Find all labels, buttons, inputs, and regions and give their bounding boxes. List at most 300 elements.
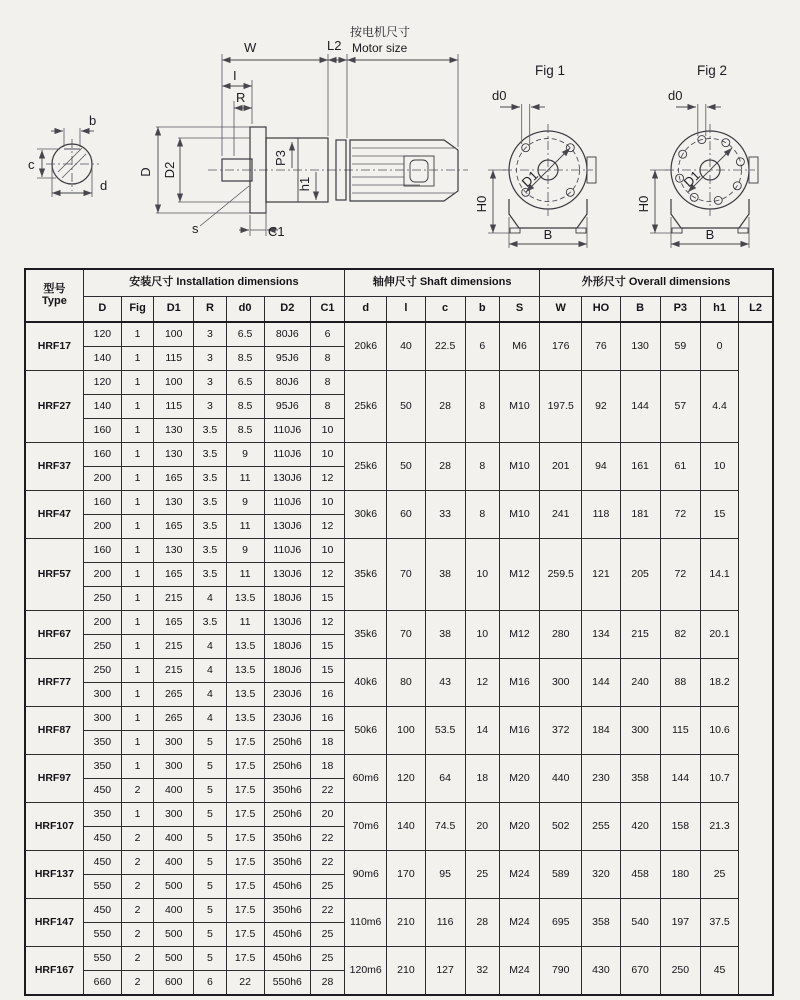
cell-C1: 15 (310, 659, 344, 683)
cell-R: 5 (194, 947, 226, 971)
cell-P3: 59 (660, 322, 700, 371)
cell-D2: 350h6 (264, 899, 310, 923)
cell-W: 259.5 (540, 539, 582, 611)
cell-D: 120 (83, 322, 121, 347)
fig1-dim-label-b: B (543, 227, 553, 242)
cell-D: 350 (83, 755, 121, 779)
cell-D2: 130J6 (264, 515, 310, 539)
cell-R: 4 (194, 587, 226, 611)
cell-c: 28 (425, 443, 465, 491)
cell-R: 5 (194, 803, 226, 827)
cell-R: 5 (194, 923, 226, 947)
dim-label-c1: C1 (268, 224, 285, 239)
cell-D1: 165 (154, 515, 194, 539)
cell-Fig: 1 (121, 491, 153, 515)
cell-b: 28 (465, 899, 499, 947)
gearmotor-side-view (138, 24, 468, 239)
cell-b: 6 (465, 322, 499, 371)
cell-Fig: 1 (121, 683, 153, 707)
cell-D1: 215 (154, 587, 194, 611)
cell-R: 3 (194, 395, 226, 419)
cell-h1: 10.6 (700, 707, 738, 755)
motor-size-label-zh: 按电机尺寸 (350, 25, 411, 39)
cell-d: 70m6 (345, 803, 387, 851)
cell-D: 450 (83, 851, 121, 875)
cell-b: 8 (465, 491, 499, 539)
row-type-HRF87: HRF87 (25, 707, 83, 755)
cell-R: 3.5 (194, 443, 226, 467)
cell-D: 300 (83, 683, 121, 707)
cell-D: 350 (83, 731, 121, 755)
cell-l: 70 (387, 611, 425, 659)
cell-P3: 57 (660, 371, 700, 443)
cell-W: 197.5 (540, 371, 582, 443)
fig2-front-view (636, 63, 758, 248)
col-header-d: d (345, 297, 387, 323)
row-type-HRF77: HRF77 (25, 659, 83, 707)
cell-l: 120 (387, 755, 425, 803)
cell-D2: 110J6 (264, 419, 310, 443)
cell-D2: 80J6 (264, 371, 310, 395)
cell-h1: 0 (700, 322, 738, 371)
cell-Fig: 1 (121, 347, 153, 371)
cell-d: 35k6 (345, 539, 387, 611)
cell-D: 140 (83, 395, 121, 419)
cell-d0: 11 (226, 563, 264, 587)
cell-C1: 16 (310, 683, 344, 707)
cell-b: 32 (465, 947, 499, 996)
cell-h1: 10.7 (700, 755, 738, 803)
cell-C1: 22 (310, 827, 344, 851)
cell-D2: 350h6 (264, 779, 310, 803)
cell-D1: 400 (154, 851, 194, 875)
cell-Fig: 1 (121, 587, 153, 611)
cell-HO: 144 (582, 659, 620, 707)
dim-label-b: b (89, 113, 97, 128)
cell-l: 170 (387, 851, 425, 899)
cell-C1: 18 (310, 755, 344, 779)
cell-R: 5 (194, 827, 226, 851)
cell-Fig: 1 (121, 395, 153, 419)
cell-c: 38 (425, 539, 465, 611)
cell-C1: 22 (310, 779, 344, 803)
cell-D: 450 (83, 779, 121, 803)
cell-HO: 92 (582, 371, 620, 443)
dim-label-d: d (100, 178, 108, 193)
cell-D2: 250h6 (264, 731, 310, 755)
table-row (25, 443, 773, 467)
cell-P3: 88 (660, 659, 700, 707)
col-header-h1: h1 (700, 297, 738, 323)
cell-D2: 450h6 (264, 947, 310, 971)
dim-label-l2: L2 (327, 38, 342, 53)
cell-R: 3.5 (194, 563, 226, 587)
cell-R: 4 (194, 635, 226, 659)
table-row (25, 611, 773, 635)
cell-Fig: 1 (121, 322, 153, 347)
cell-d0: 11 (226, 611, 264, 635)
cell-R: 6 (194, 971, 226, 996)
dim-label-r: R (236, 90, 246, 105)
cell-S: M24 (499, 851, 539, 899)
cell-W: 280 (540, 611, 582, 659)
cell-R: 5 (194, 899, 226, 923)
cell-D1: 500 (154, 923, 194, 947)
dimensions-table (24, 268, 774, 996)
cell-HO: 118 (582, 491, 620, 539)
cell-b: 12 (465, 659, 499, 707)
cell-d: 50k6 (345, 707, 387, 755)
cell-D: 550 (83, 947, 121, 971)
shaft-header-en: Shaft dimensions (419, 276, 512, 289)
cell-B: 215 (620, 611, 660, 659)
cell-Fig: 1 (121, 659, 153, 683)
cell-l: 40 (387, 322, 425, 371)
cell-D2: 130J6 (264, 467, 310, 491)
type-header-zh: 型号 (43, 282, 66, 295)
cell-d: 25k6 (345, 371, 387, 443)
dim-label-h1: h1 (297, 176, 312, 192)
col-header-b: b (465, 297, 499, 323)
cell-W: 440 (540, 755, 582, 803)
cell-h1: 15 (700, 491, 738, 539)
cell-S: M24 (499, 899, 539, 947)
cell-h1: 4.4 (700, 371, 738, 443)
cell-HO: 320 (582, 851, 620, 899)
cell-S: M20 (499, 755, 539, 803)
cell-h1: 21.3 (700, 803, 738, 851)
row-type-HRF97: HRF97 (25, 755, 83, 803)
cell-S: M10 (499, 491, 539, 539)
cell-D: 550 (83, 923, 121, 947)
cell-d0: 9 (226, 443, 264, 467)
cell-D1: 115 (154, 395, 194, 419)
table-row (25, 851, 773, 875)
cell-c: 28 (425, 371, 465, 443)
cell-R: 5 (194, 755, 226, 779)
cell-S: M10 (499, 443, 539, 491)
cell-B: 130 (620, 322, 660, 371)
fig2-dim-label-d0: d0 (668, 88, 683, 103)
cell-D2: 130J6 (264, 611, 310, 635)
cell-d: 110m6 (345, 899, 387, 947)
cell-P3: 72 (660, 491, 700, 539)
cell-D2: 180J6 (264, 635, 310, 659)
cell-B: 670 (620, 947, 660, 996)
cell-c: 127 (425, 947, 465, 996)
cell-C1: 10 (310, 419, 344, 443)
col-header-C1: C1 (310, 297, 344, 323)
cell-R: 3.5 (194, 419, 226, 443)
cell-B: 240 (620, 659, 660, 707)
cell-d: 20k6 (345, 322, 387, 371)
cell-h1: 20.1 (700, 611, 738, 659)
row-type-HRF67: HRF67 (25, 611, 83, 659)
cell-D: 250 (83, 635, 121, 659)
row-type-HRF37: HRF37 (25, 443, 83, 491)
cell-D2: 550h6 (264, 971, 310, 996)
cell-d: 60m6 (345, 755, 387, 803)
cell-h1: 37.5 (700, 899, 738, 947)
cell-HO: 134 (582, 611, 620, 659)
cell-C1: 10 (310, 491, 344, 515)
cell-d: 90m6 (345, 851, 387, 899)
cell-d0: 13.5 (226, 635, 264, 659)
cell-D1: 130 (154, 443, 194, 467)
fig2-title: Fig 2 (696, 63, 728, 78)
cell-d: 25k6 (345, 443, 387, 491)
cell-D2: 250h6 (264, 755, 310, 779)
cell-Fig: 1 (121, 611, 153, 635)
cell-R: 4 (194, 659, 226, 683)
fig2-dim-label-h0: H0 (636, 195, 651, 213)
cell-D1: 400 (154, 827, 194, 851)
cell-R: 4 (194, 683, 226, 707)
cell-S: M12 (499, 611, 539, 659)
cell-HO: 230 (582, 755, 620, 803)
cell-Fig: 1 (121, 515, 153, 539)
cell-R: 3.5 (194, 515, 226, 539)
cell-C1: 12 (310, 563, 344, 587)
col-header-W: W (540, 297, 582, 323)
cell-C1: 22 (310, 899, 344, 923)
cell-d0: 17.5 (226, 731, 264, 755)
cell-Fig: 1 (121, 563, 153, 587)
cell-R: 3.5 (194, 467, 226, 491)
cell-D1: 100 (154, 322, 194, 347)
cell-c: 38 (425, 611, 465, 659)
table-row (25, 322, 773, 347)
fig1-dim-label-d0: d0 (492, 88, 507, 103)
cell-D1: 115 (154, 347, 194, 371)
cell-b: 10 (465, 539, 499, 611)
technical-drawing (0, 0, 800, 266)
cell-d0: 17.5 (226, 947, 264, 971)
cell-d0: 6.5 (226, 371, 264, 395)
cell-D1: 500 (154, 875, 194, 899)
dim-label-i: I (233, 68, 237, 83)
cell-R: 3.5 (194, 491, 226, 515)
row-type-HRF137: HRF137 (25, 851, 83, 899)
fig1-dim-label-d1: D1 (518, 167, 542, 190)
cell-h1: 14.1 (700, 539, 738, 611)
cell-S: M16 (499, 659, 539, 707)
cell-d0: 9 (226, 491, 264, 515)
cell-D: 200 (83, 611, 121, 635)
cell-D: 550 (83, 875, 121, 899)
shaft-group-header (345, 269, 540, 297)
col-header-HO: HO (582, 297, 620, 323)
cell-P3: 72 (660, 539, 700, 611)
cell-D1: 400 (154, 899, 194, 923)
cell-d0: 17.5 (226, 803, 264, 827)
table-row (25, 803, 773, 827)
cell-Fig: 2 (121, 947, 153, 971)
cell-C1: 25 (310, 875, 344, 899)
cell-d0: 8.5 (226, 347, 264, 371)
cell-D1: 100 (154, 371, 194, 395)
cell-Fig: 2 (121, 851, 153, 875)
cell-D2: 230J6 (264, 707, 310, 731)
cell-Fig: 2 (121, 779, 153, 803)
cell-B: 181 (620, 491, 660, 539)
cell-Fig: 2 (121, 971, 153, 996)
cell-P3: 158 (660, 803, 700, 851)
shaft-cross-section (28, 113, 107, 197)
table-row (25, 491, 773, 515)
cell-D: 450 (83, 899, 121, 923)
cell-c: 116 (425, 899, 465, 947)
cell-d0: 8.5 (226, 419, 264, 443)
cell-d0: 13.5 (226, 587, 264, 611)
table-row (25, 659, 773, 683)
cell-P3: 82 (660, 611, 700, 659)
cell-R: 3.5 (194, 539, 226, 563)
cell-b: 25 (465, 851, 499, 899)
cell-R: 5 (194, 875, 226, 899)
cell-d0: 11 (226, 467, 264, 491)
cell-D1: 500 (154, 947, 194, 971)
cell-D: 160 (83, 443, 121, 467)
cell-D: 160 (83, 491, 121, 515)
cell-P3: 144 (660, 755, 700, 803)
cell-R: 5 (194, 851, 226, 875)
cell-b: 10 (465, 611, 499, 659)
cell-P3: 180 (660, 851, 700, 899)
installation-header-zh: 安装尺寸 (129, 276, 174, 289)
cell-D2: 230J6 (264, 683, 310, 707)
col-header-S: S (499, 297, 539, 323)
cell-d: 120m6 (345, 947, 387, 996)
cell-W: 241 (540, 491, 582, 539)
cell-d0: 6.5 (226, 322, 264, 347)
type-header-en: Type (41, 294, 67, 307)
cell-C1: 12 (310, 611, 344, 635)
table-row (25, 707, 773, 731)
cell-W: 201 (540, 443, 582, 491)
cell-B: 358 (620, 755, 660, 803)
cell-b: 20 (465, 803, 499, 851)
row-type-HRF147: HRF147 (25, 899, 83, 947)
cell-D2: 180J6 (264, 587, 310, 611)
col-header-P3: P3 (660, 297, 700, 323)
cell-D1: 130 (154, 419, 194, 443)
cell-C1: 12 (310, 467, 344, 491)
cell-l: 210 (387, 899, 425, 947)
cell-D2: 95J6 (264, 395, 310, 419)
cell-h1: 18.2 (700, 659, 738, 707)
installation-group-header (83, 269, 344, 297)
cell-c: 95 (425, 851, 465, 899)
cell-d: 40k6 (345, 659, 387, 707)
cell-C1: 15 (310, 587, 344, 611)
cell-l: 50 (387, 443, 425, 491)
cell-Fig: 1 (121, 755, 153, 779)
cell-C1: 8 (310, 371, 344, 395)
cell-S: M16 (499, 707, 539, 755)
cell-d0: 13.5 (226, 659, 264, 683)
cell-C1: 8 (310, 395, 344, 419)
cell-R: 5 (194, 779, 226, 803)
cell-d0: 17.5 (226, 851, 264, 875)
cell-B: 205 (620, 539, 660, 611)
cell-S: M24 (499, 947, 539, 996)
cell-d0: 8.5 (226, 395, 264, 419)
cell-d0: 17.5 (226, 779, 264, 803)
cell-D2: 350h6 (264, 827, 310, 851)
cell-l: 70 (387, 539, 425, 611)
cell-W: 502 (540, 803, 582, 851)
col-header-D2: D2 (264, 297, 310, 323)
cell-d0: 13.5 (226, 683, 264, 707)
fig1-front-view (474, 63, 596, 248)
table-row (25, 899, 773, 923)
cell-d0: 17.5 (226, 755, 264, 779)
cell-R: 3 (194, 347, 226, 371)
cell-C1: 10 (310, 539, 344, 563)
cell-c: 33 (425, 491, 465, 539)
row-type-HRF107: HRF107 (25, 803, 83, 851)
cell-S: M12 (499, 539, 539, 611)
cell-D2: 80J6 (264, 322, 310, 347)
cell-D2: 350h6 (264, 851, 310, 875)
cell-D: 250 (83, 659, 121, 683)
cell-D2: 110J6 (264, 491, 310, 515)
cell-l: 60 (387, 491, 425, 539)
fig1-dim-label-h0: H0 (474, 195, 489, 213)
col-header-B: B (620, 297, 660, 323)
cell-Fig: 1 (121, 419, 153, 443)
cell-D: 300 (83, 707, 121, 731)
cell-D1: 300 (154, 731, 194, 755)
cell-D2: 250h6 (264, 803, 310, 827)
cell-Fig: 1 (121, 803, 153, 827)
type-header (25, 269, 83, 322)
row-type-HRF27: HRF27 (25, 371, 83, 443)
cell-S: M6 (499, 322, 539, 371)
cell-C1: 20 (310, 803, 344, 827)
cell-l: 100 (387, 707, 425, 755)
cell-P3: 115 (660, 707, 700, 755)
cell-b: 14 (465, 707, 499, 755)
cell-W: 372 (540, 707, 582, 755)
row-type-HRF47: HRF47 (25, 491, 83, 539)
cell-D1: 300 (154, 803, 194, 827)
fig1-title: Fig 1 (534, 63, 566, 78)
cell-B: 144 (620, 371, 660, 443)
col-header-Fig: Fig (121, 297, 153, 323)
cell-C1: 10 (310, 443, 344, 467)
cell-C1: 8 (310, 347, 344, 371)
cell-h1: 45 (700, 947, 738, 996)
cell-HO: 121 (582, 539, 620, 611)
cell-P3: 250 (660, 947, 700, 996)
cell-R: 3 (194, 322, 226, 347)
cell-R: 4 (194, 707, 226, 731)
cell-D1: 165 (154, 563, 194, 587)
cell-D1: 165 (154, 467, 194, 491)
col-header-R: R (194, 297, 226, 323)
cell-C1: 16 (310, 707, 344, 731)
cell-h1: 10 (700, 443, 738, 491)
cell-c: 53.5 (425, 707, 465, 755)
cell-R: 5 (194, 731, 226, 755)
table-row (25, 947, 773, 971)
cell-C1: 28 (310, 971, 344, 996)
cell-D1: 165 (154, 611, 194, 635)
overall-header-en: Overall dimensions (628, 276, 731, 289)
cell-d0: 22 (226, 971, 264, 996)
